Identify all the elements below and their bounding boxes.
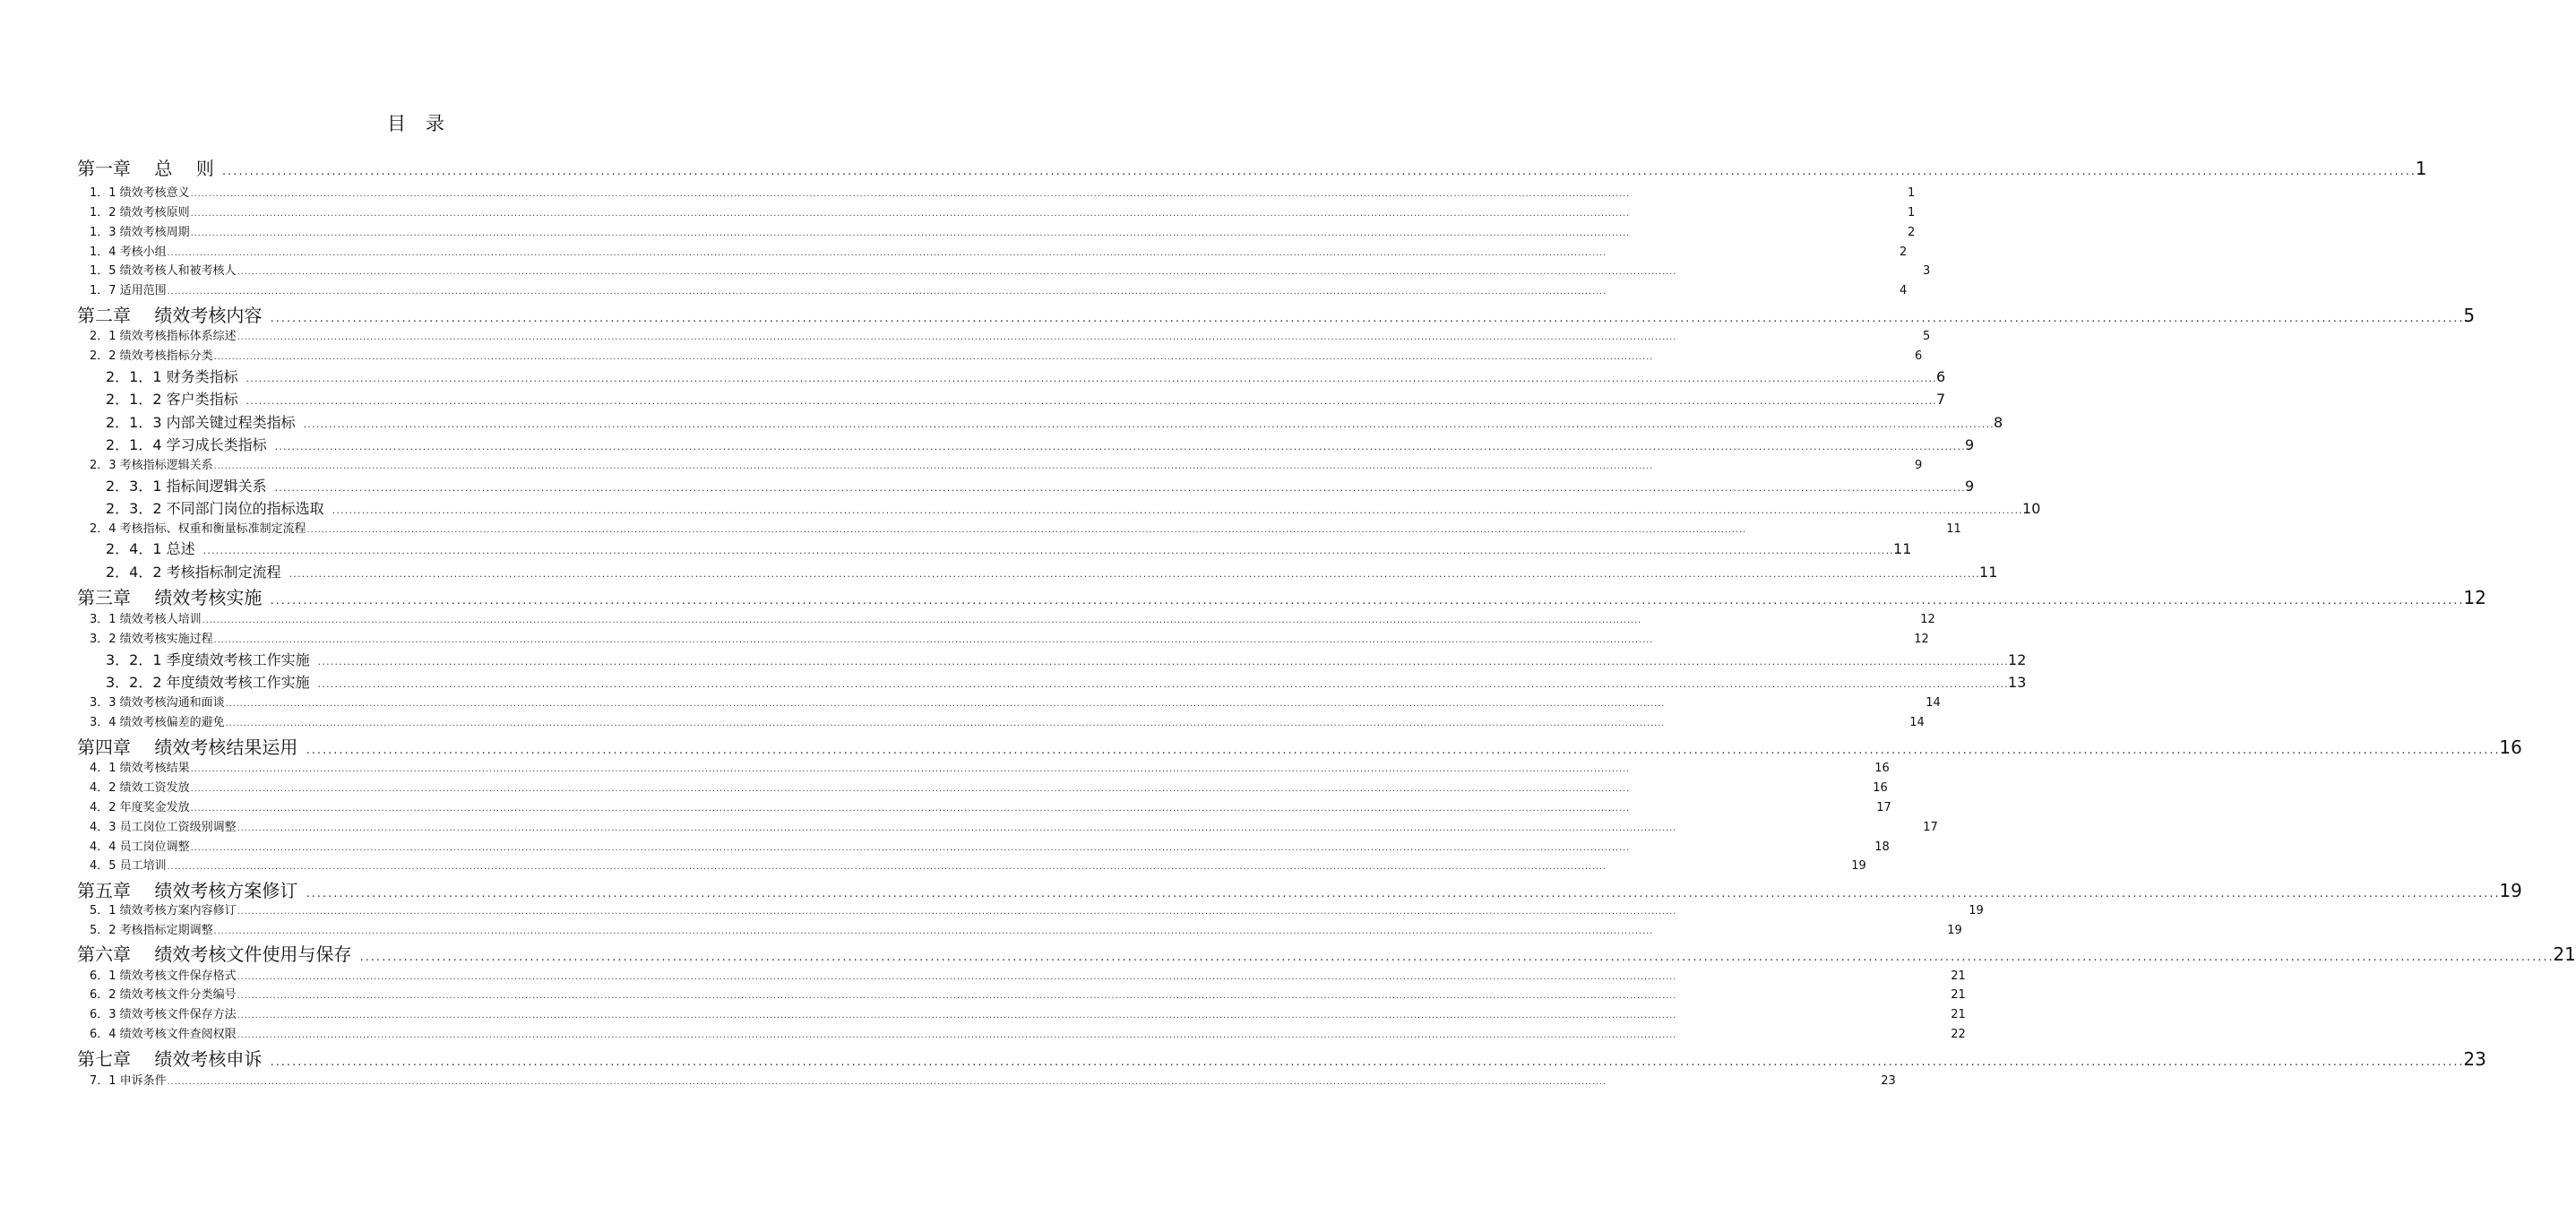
toc-entry[interactable] [90, 346, 1923, 364]
toc-entry[interactable] [106, 366, 1946, 387]
toc-entry[interactable] [90, 222, 1916, 240]
toc-page-number: 17 [1876, 801, 1891, 814]
toc-entry[interactable] [90, 712, 1925, 730]
toc-entry-label: 3．4 绩效考核偏差的避免 [90, 716, 225, 729]
toc-page-number: 19 [1947, 924, 1962, 937]
toc-entry-label: 4．5 员工培训 [90, 859, 167, 873]
toc-entry[interactable] [77, 733, 2522, 758]
toc-entry-label: 2．3 考核指标逻辑关系 [90, 459, 213, 472]
toc-leader-dots: ................................................................................................................................................................................................................................................................................................................................................................................................................ [189, 844, 1630, 852]
toc-leader-dots: ................................................................................................................................................................................................................................................................................................................................................................................................................ [166, 863, 1607, 871]
toc-page-number: 23 [1881, 1074, 1896, 1088]
toc-entry[interactable] [106, 497, 2041, 519]
toc-page-number: 3 [1922, 264, 1931, 278]
toc-leader-dots: ................................................................................................................................................................................................................................................................................................................................................................................................................ [212, 636, 1653, 644]
toc-entry[interactable] [90, 837, 1890, 855]
toc-leader-dots: ................................................................................................................................................................................................................................................................................................................................................................................................................ [189, 785, 1630, 793]
toc-entry-label: 第四章 绩效考核结果运用 [77, 737, 298, 758]
toc-entry-label: 3．3 绩效考核沟通和面谈 [90, 696, 225, 710]
toc-entry[interactable] [90, 758, 1890, 776]
toc-page-number: 16 [2499, 737, 2522, 758]
toc-page-number: 21 [2553, 943, 2576, 965]
toc-leader-dots: ................................................................................................................................................................................................................................................................................................................................................................................................................ [166, 249, 1607, 257]
toc-page-number: 11 [1893, 540, 1912, 557]
toc-entry[interactable] [106, 434, 1975, 455]
toc-page-number: 22 [1951, 1028, 1966, 1041]
toc-entry-label: 4．1 绩效考核结果 [90, 762, 190, 775]
toc-entry[interactable] [90, 202, 1916, 220]
toc-entry-label: 7．1 申诉条件 [90, 1074, 167, 1088]
toc-entry[interactable] [90, 519, 1961, 537]
toc-entry-label: 4．4 员工岗位调整 [90, 840, 190, 854]
toc-entry[interactable] [90, 778, 1888, 796]
toc-leader-dots: ................................................................................................................................................................................................................................................................................................................................................................................................................ [212, 462, 1653, 470]
toc-entry[interactable] [90, 920, 1962, 938]
toc-leader-dots: ................................................................................................................................................................................................................................................................................................................................................................................................................ [305, 745, 2500, 756]
toc-entry-label: 6．3 绩效考核文件保存方法 [90, 1008, 237, 1021]
toc-leader-dots: ................................................................................................................................................................................................................................................................................................................................................................................................................ [212, 927, 1653, 935]
toc-leader-dots: ................................................................................................................................................................................................................................................................................................................................................................................................................ [236, 268, 1676, 276]
toc-page-number: 10 [2022, 500, 2041, 517]
toc-entry[interactable] [106, 671, 2027, 693]
toc-entry-label: 第五章 绩效考核方案修订 [77, 880, 298, 901]
toc-leader-dots: ................................................................................................................................................................................................................................................................................................................................................................................................................ [288, 571, 1980, 580]
toc-leader-dots: ................................................................................................................................................................................................................................................................................................................................................................................................................ [224, 719, 1665, 728]
toc-page-number: 6 [1936, 368, 1946, 385]
toc-leader-dots: ................................................................................................................................................................................................................................................................................................................................................................................................................ [316, 681, 2009, 690]
toc-leader-dots: ................................................................................................................................................................................................................................................................................................................................................................................................................ [305, 888, 2500, 900]
toc-entry-label: 3．2．1 季度绩效考核工作实施 [106, 651, 310, 668]
toc-entry-label: 2．1．3 内部关键过程类指标 [106, 414, 296, 431]
toc-leader-dots: ................................................................................................................................................................................................................................................................................................................................................................................................................ [220, 166, 2416, 177]
toc-leader-dots: ................................................................................................................................................................................................................................................................................................................................................................................................................ [269, 313, 2464, 324]
toc-leader-dots: ................................................................................................................................................................................................................................................................................................................................................................................................................ [236, 908, 1676, 916]
toc-leader-dots: ................................................................................................................................................................................................................................................................................................................................................................................................................ [236, 992, 1676, 1000]
toc-entry[interactable] [90, 261, 1931, 279]
toc-entry[interactable] [90, 183, 1916, 201]
toc-page-number: 11 [1946, 522, 1961, 536]
toc-leader-dots: ................................................................................................................................................................................................................................................................................................................................................................................................................ [236, 973, 1676, 981]
toc-entry[interactable] [90, 326, 1931, 344]
toc-entry-label: 2．1．2 客户类指标 [106, 391, 238, 408]
toc-page-number: 4 [1899, 284, 1908, 297]
toc-leader-dots: ................................................................................................................................................................................................................................................................................................................................................................................................................ [166, 1078, 1607, 1086]
toc-entry[interactable] [90, 966, 1966, 984]
toc-entry-label: 2．1．4 学习成长类指标 [106, 436, 267, 453]
toc-entry[interactable] [106, 561, 1998, 582]
toc-entry[interactable] [106, 538, 1912, 559]
toc-entry-label: 第二章 绩效考核内容 [77, 305, 263, 326]
toc-leader-dots: ................................................................................................................................................................................................................................................................................................................................................................................................................ [189, 210, 1630, 218]
toc-leader-dots: ................................................................................................................................................................................................................................................................................................................................................................................................................ [245, 375, 1937, 384]
toc-entry[interactable] [106, 411, 2003, 433]
toc-page-number: 16 [1873, 781, 1888, 795]
toc-title: 目录 [387, 113, 464, 134]
toc-entry[interactable] [77, 1045, 2486, 1070]
toc-leader-dots: ................................................................................................................................................................................................................................................................................................................................................................................................................ [269, 1056, 2464, 1068]
toc-entry-label: 5．2 考核指标定期调整 [90, 924, 213, 937]
toc-page-number: 23 [2463, 1048, 2486, 1070]
toc-page-number: 16 [1874, 762, 1890, 775]
toc-page-number: 5 [1922, 330, 1931, 343]
toc-leader-dots: ................................................................................................................................................................................................................................................................................................................................................................................................................ [189, 765, 1630, 773]
toc-entry[interactable] [90, 1004, 1966, 1022]
toc-leader-dots: ................................................................................................................................................................................................................................................................................................................................................................................................................ [273, 485, 1966, 494]
toc-entry[interactable] [77, 940, 2576, 965]
toc-page-number: 12 [1920, 613, 1935, 626]
toc-entry[interactable] [90, 817, 1938, 835]
toc-entry[interactable] [90, 242, 1908, 260]
toc-entry[interactable] [90, 900, 1984, 918]
toc-entry[interactable] [90, 856, 1866, 874]
toc-entry-label: 2．1 绩效考核指标体系综述 [90, 330, 237, 343]
toc-leader-dots: ................................................................................................................................................................................................................................................................................................................................................................................................................ [202, 547, 1894, 556]
toc-page-number: 21 [1951, 988, 1966, 1002]
toc-leader-dots: ................................................................................................................................................................................................................................................................................................................................................................................................................ [269, 595, 2464, 607]
toc-page-number: 19 [1851, 859, 1866, 873]
toc-entry-label: 6．2 绩效考核文件分类编号 [90, 988, 237, 1002]
toc-entry-label: 3．2 绩效考核实施过程 [90, 633, 213, 646]
toc-page-number: 12 [2008, 651, 2027, 668]
toc-entry-label: 3．2．2 年度绩效考核工作实施 [106, 674, 310, 691]
toc-page-number: 14 [1926, 696, 1941, 710]
toc-page-number: 2 [1899, 246, 1908, 259]
toc-entry[interactable] [90, 629, 1929, 647]
toc-page-number: 9 [1914, 459, 1923, 472]
toc-leader-dots: ................................................................................................................................................................................................................................................................................................................................................................................................................ [306, 526, 1746, 534]
toc-page-number: 2 [1907, 226, 1916, 239]
toc-entry-label: 1．3 绩效考核周期 [90, 226, 190, 239]
toc-leader-dots: ................................................................................................................................................................................................................................................................................................................................................................................................................ [245, 398, 1937, 407]
toc-page-number: 9 [1965, 478, 1975, 495]
toc-leader-dots: ................................................................................................................................................................................................................................................................................................................................................................................................................ [224, 700, 1665, 708]
toc-entry-label: 2．3．2 不同部门岗位的指标选取 [106, 500, 324, 517]
toc-page-number: 8 [1994, 414, 2003, 431]
toc-page-number: 1 [1907, 186, 1916, 200]
toc-entry[interactable] [90, 280, 1908, 298]
toc-entry[interactable] [90, 797, 1891, 815]
toc-leader-dots: ................................................................................................................................................................................................................................................................................................................................................................................................................ [273, 444, 1966, 452]
toc-leader-dots: ................................................................................................................................................................................................................................................................................................................................................................................................................ [212, 353, 1653, 361]
toc-entry-label: 2．2 绩效考核指标分类 [90, 349, 213, 363]
toc-entry-label: 4．3 员工岗位工资级别调整 [90, 821, 237, 834]
toc-page-number: 17 [1923, 821, 1938, 834]
toc-leader-dots: ................................................................................................................................................................................................................................................................................................................................................................................................................ [236, 333, 1676, 341]
toc-entry[interactable] [77, 301, 2476, 326]
toc-page-number: 9 [1965, 436, 1975, 453]
toc-leader-dots: ................................................................................................................................................................................................................................................................................................................................................................................................................ [189, 229, 1630, 237]
toc-entry-label: 1．7 适用范围 [90, 284, 167, 297]
toc-entry-label: 4．2 绩效工资发放 [90, 781, 190, 795]
toc-page-number: 19 [1969, 904, 1984, 917]
toc-page-number: 19 [2499, 880, 2522, 901]
toc-leader-dots: ................................................................................................................................................................................................................................................................................................................................................................................................................ [236, 824, 1676, 832]
toc-leader-dots: ................................................................................................................................................................................................................................................................................................................................................................................................................ [189, 190, 1630, 198]
toc-entry-label: 6．4 绩效考核文件查阅权限 [90, 1028, 237, 1041]
toc-entry[interactable] [77, 154, 2427, 179]
toc-entry[interactable] [90, 985, 1966, 1003]
toc-leader-dots: ................................................................................................................................................................................................................................................................................................................................................................................................................ [302, 421, 1994, 430]
toc-entry-label: 1．1 绩效考核意义 [90, 186, 190, 200]
toc-leader-dots: ................................................................................................................................................................................................................................................................................................................................................................................................................ [358, 952, 2554, 963]
toc-leader-dots: ................................................................................................................................................................................................................................................................................................................................................................................................................ [316, 659, 2009, 668]
toc-entry[interactable] [90, 1024, 1966, 1042]
toc-entry-label: 6．1 绩效考核文件保存格式 [90, 969, 237, 983]
toc-entry-label: 第七章 绩效考核申诉 [77, 1048, 263, 1070]
toc-entry-label: 2．4．1 总述 [106, 540, 195, 557]
toc-page-number: 5 [2463, 305, 2476, 326]
toc-page-number: 21 [1951, 1008, 1966, 1021]
toc-page-number: 7 [1936, 391, 1946, 408]
toc-entry[interactable] [106, 649, 2027, 670]
toc-leader-dots: ................................................................................................................................................................................................................................................................................................................................................................................................................ [331, 507, 2023, 516]
toc-page-number: 1 [1907, 206, 1916, 220]
toc-entry[interactable] [90, 455, 1923, 473]
toc-page-number: 21 [1951, 969, 1966, 983]
toc-leader-dots: ................................................................................................................................................................................................................................................................................................................................................................................................................ [201, 616, 1641, 625]
toc-entry-label: 2．4．2 考核指标制定流程 [106, 564, 281, 581]
toc-page-number: 13 [2008, 674, 2027, 691]
toc-entry-label: 1．5 绩效考核人和被考核人 [90, 264, 237, 278]
toc-entry-label: 第六章 绩效考核文件使用与保存 [77, 943, 352, 965]
toc-page-number: 12 [1914, 633, 1929, 646]
toc-entry-label: 第三章 绩效考核实施 [77, 587, 263, 608]
toc-entry[interactable] [77, 583, 2486, 608]
toc-entry-label: 2．4 考核指标、权重和衡量标准制定流程 [90, 522, 306, 536]
toc-entry[interactable] [90, 1071, 1896, 1089]
toc-leader-dots: ................................................................................................................................................................................................................................................................................................................................................................................................................ [166, 288, 1607, 296]
toc-entry[interactable] [106, 388, 1946, 409]
toc-entry[interactable] [106, 475, 1975, 496]
toc-leader-dots: ................................................................................................................................................................................................................................................................................................................................................................................................................ [189, 805, 1630, 813]
toc-entry-label: 2．1．1 财务类指标 [106, 368, 238, 385]
toc-entry[interactable] [90, 609, 1935, 627]
toc-page-number: 1 [2415, 158, 2427, 179]
toc-entry-label: 第一章 总 则 [77, 158, 214, 179]
toc-entry[interactable] [90, 693, 1941, 711]
toc-entry-label: 3．1 绩效考核人培训 [90, 613, 202, 626]
toc-entry-label: 1．2 绩效考核原则 [90, 206, 190, 220]
toc-entry-label: 2．3．1 指标间逻辑关系 [106, 478, 267, 495]
toc-entry-label: 1．4 考核小组 [90, 246, 167, 259]
toc-page-number: 11 [1979, 564, 1998, 581]
toc-page-number: 14 [1909, 716, 1925, 729]
toc-page-number: 12 [2463, 587, 2486, 608]
toc-entry-label: 4．2 年度奖金发放 [90, 801, 190, 814]
toc-page-number: 18 [1874, 840, 1890, 854]
toc-leader-dots: ................................................................................................................................................................................................................................................................................................................................................................................................................ [236, 1012, 1676, 1020]
toc-leader-dots: ................................................................................................................................................................................................................................................................................................................................................................................................................ [236, 1031, 1676, 1039]
toc-entry[interactable] [77, 876, 2522, 901]
toc-entry-label: 5．1 绩效考核方案内容修订 [90, 904, 237, 917]
toc-page-number: 6 [1914, 349, 1923, 363]
